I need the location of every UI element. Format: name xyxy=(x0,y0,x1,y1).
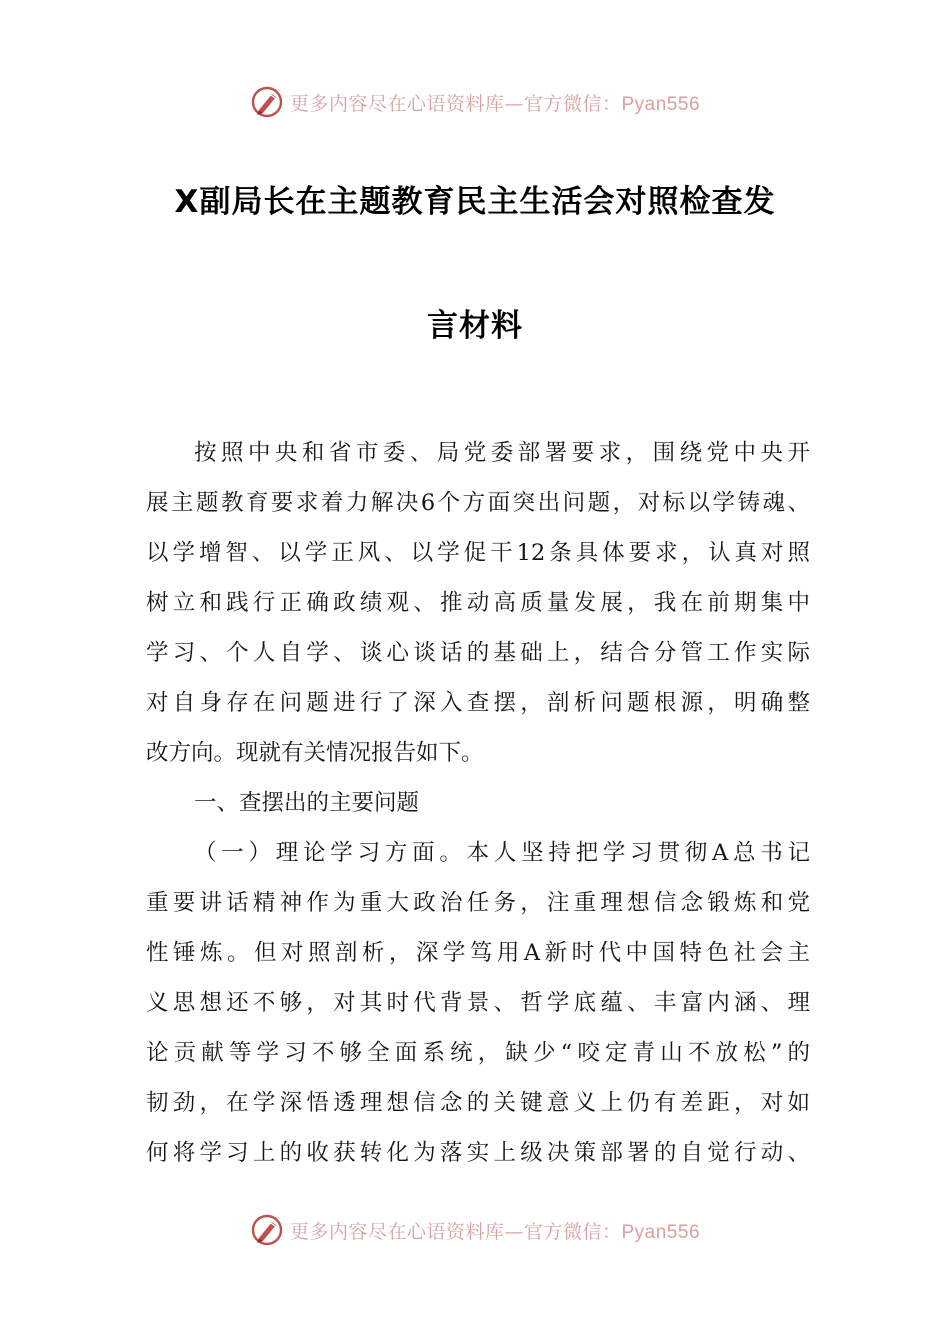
document-body xyxy=(146,428,810,1178)
section-heading: 一、查摆出的主要问题 xyxy=(194,790,420,816)
pen-seal-logo-icon xyxy=(250,85,284,119)
body-line: 重要讲话精神作为重大政治任务，注重理想信念锻炼和党 xyxy=(146,890,810,916)
body-line: （一）理论学习方面。本人坚持把学习贯彻A总书记 xyxy=(194,840,810,866)
body-line: 树立和践行正确政绩观、推动高质量发展，我在前期集中 xyxy=(146,590,810,616)
body-line: 韧劲，在学深悟透理想信念的关键意义上仍有差距，对如 xyxy=(146,1090,810,1116)
document-title-line-2: 言材料 xyxy=(427,308,523,344)
body-line: 按照中央和省市委、局党委部署要求，围绕党中央开 xyxy=(194,440,810,466)
body-line: 何将学习上的收获转化为落实上级决策部署的自觉行动、 xyxy=(146,1140,810,1166)
body-line: 改方向。现就有关情况报告如下。 xyxy=(146,740,484,766)
watermark-header xyxy=(0,82,950,122)
document-title-line-1: X副局长在主题教育民主生活会对照检查发 xyxy=(174,184,776,220)
body-line: 义思想还不够，对其时代背景、哲学底蕴、丰富内涵、理 xyxy=(146,990,810,1016)
pen-seal-logo-icon xyxy=(250,1213,284,1247)
watermark-footer xyxy=(0,1210,950,1250)
body-line: 对自身存在问题进行了深入查摆，剖析问题根源，明确整 xyxy=(146,690,810,716)
watermark-id: Pyan556 xyxy=(621,93,701,115)
watermark-id: Pyan556 xyxy=(621,1221,701,1243)
body-line: 展主题教育要求着力解决6个方面突出问题，对标以学铸魂、 xyxy=(146,490,810,516)
body-line: 论贡献等学习不够全面系统，缺少“咬定青山不放松”的 xyxy=(146,1040,810,1066)
body-line: 学习、个人自学、谈心谈话的基础上，结合分管工作实际 xyxy=(146,640,810,666)
body-line: 以学增智、以学正风、以学促干12条具体要求，认真对照 xyxy=(146,540,810,566)
watermark-text: 更多内容尽在心语资料库—官方微信：Pyan556 xyxy=(289,92,701,115)
watermark-text: 更多内容尽在心语资料库—官方微信：Pyan556 xyxy=(289,1220,701,1243)
body-line: 性锤炼。但对照剖析，深学笃用A新时代中国特色社会主 xyxy=(146,940,810,966)
